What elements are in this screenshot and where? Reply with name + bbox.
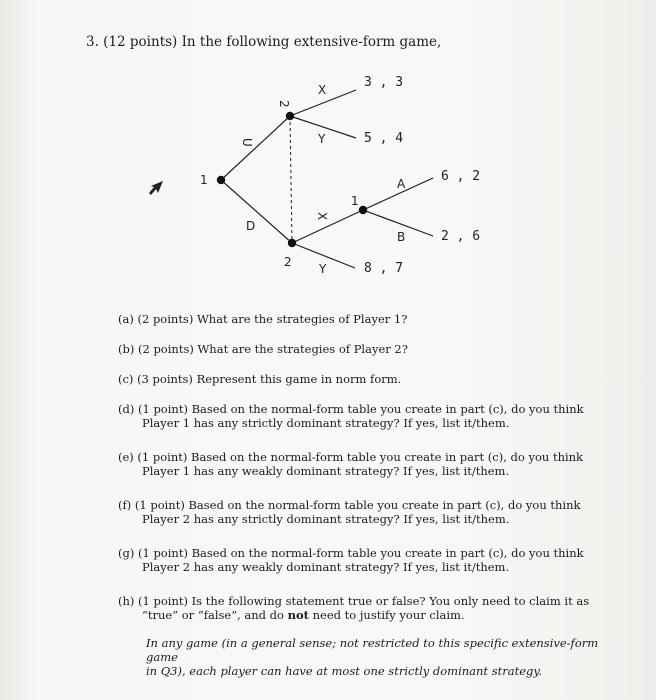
cursor-arrow-icon bbox=[149, 181, 163, 195]
question-parts bbox=[118, 312, 618, 678]
action-b-label: B bbox=[397, 230, 406, 244]
payoff-ux: 3 , 3 bbox=[364, 75, 404, 90]
inner-player1-node bbox=[359, 206, 367, 214]
part-h-statement: In any game (in a general sense; not restricted to this specific extensive-form game in Q3), each player can have at most one strictly dominant strategy. bbox=[146, 636, 599, 678]
payoff-dy: 8 , 7 bbox=[364, 261, 404, 276]
action-d-label: D bbox=[246, 219, 256, 233]
edge-root-up bbox=[221, 116, 290, 180]
lower-player2-node bbox=[288, 239, 296, 247]
part-d: (d) (1 point) Based on the normal-form table you create in part (c), do you think Player 1 has any strictly dominant strategy? If yes, list it/them. bbox=[118, 402, 584, 430]
part-a: (a) (2 points) What are the strategies of Player 1? bbox=[118, 312, 408, 326]
payoff-b: 2 , 6 bbox=[441, 229, 481, 244]
root-player-label: 1 bbox=[200, 173, 208, 187]
action-a-label: A bbox=[397, 177, 406, 191]
edge-root-down bbox=[221, 180, 292, 243]
part-h: (h) (1 point) Is the following statement true or false? You only need to claim it as “true” or “false”, and do not need to justify your claim. bbox=[118, 594, 590, 622]
part-b: (b) (2 points) What are the strategies of Player 2? bbox=[118, 342, 408, 356]
payoff-uy: 5 , 4 bbox=[364, 131, 404, 146]
part-c: (c) (3 points) Represent this game in norm form. bbox=[118, 372, 402, 386]
information-set-dashed-line bbox=[290, 116, 292, 243]
lower-player-label: 2 bbox=[284, 255, 292, 269]
upper-x-label: X bbox=[318, 83, 327, 97]
part-f: (f) (1 point) Based on the normal-form table you create in part (c), do you think Player 2 has any strictly dominant strategy? If yes, list it/them. bbox=[118, 498, 581, 526]
upper-player-label: 2 bbox=[277, 100, 291, 108]
action-u-label: U bbox=[240, 138, 254, 147]
game-tree-diagram bbox=[0, 0, 656, 300]
root-node bbox=[217, 176, 225, 184]
inner-player-label: 1 bbox=[351, 194, 359, 208]
lower-x-label: X bbox=[315, 212, 329, 221]
upper-y-label: Y bbox=[318, 132, 326, 146]
part-g: (g) (1 point) Based on the normal-form table you create in part (c), do you think Player 2 has any weakly dominant strategy? If yes, list it/them. bbox=[118, 546, 584, 574]
question-header: 3. (12 points) In the following extensive-form game, bbox=[86, 34, 442, 50]
lower-y-label: Y bbox=[319, 262, 327, 276]
payoff-a: 6 , 2 bbox=[441, 169, 481, 184]
upper-player2-node bbox=[286, 112, 294, 120]
part-e: (e) (1 point) Based on the normal-form table you create in part (c), do you think Player 1 has any weakly dominant strategy? If yes, list it/them. bbox=[118, 450, 584, 478]
